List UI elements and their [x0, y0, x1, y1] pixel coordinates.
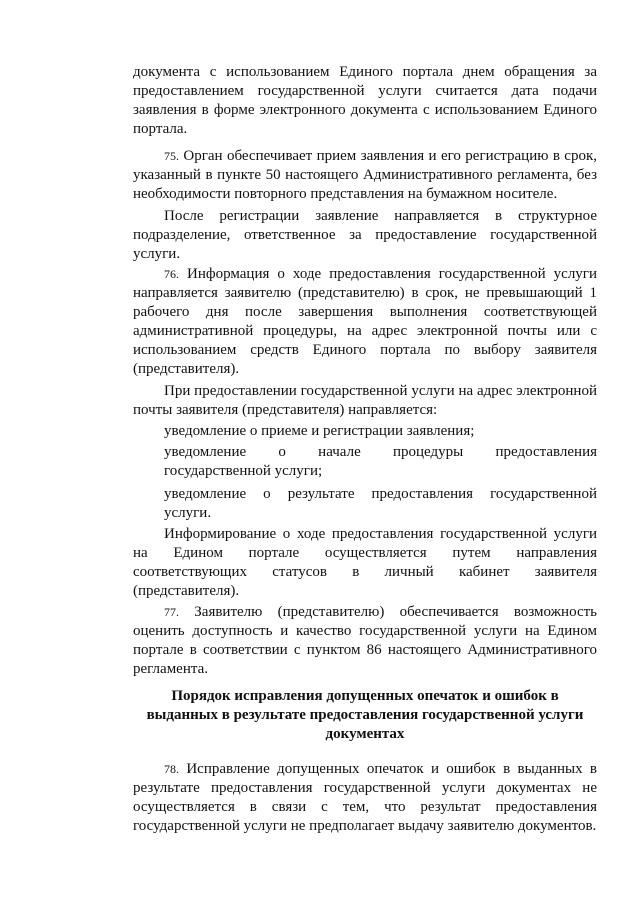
- paragraph-informing: [133, 525, 597, 601]
- text-line: на Едином портале осуществляется путем направления: [133, 545, 597, 561]
- list-item: [133, 443, 597, 481]
- text-line: документа с использованием Единого портала днем обращения за: [133, 64, 597, 80]
- text-span: Орган обеспечивает прием заявления и его регистрацию в срок,: [183, 148, 597, 164]
- item-number: 75.: [164, 149, 179, 163]
- paragraph-continuation: [133, 63, 597, 139]
- text-line: уведомление о приеме и регистрации заявления;: [164, 423, 475, 439]
- text-line: портала.: [133, 121, 188, 137]
- paragraph-78: [133, 760, 597, 836]
- text-line: [133, 603, 597, 622]
- list-item: [133, 422, 597, 441]
- heading-line: документах: [325, 726, 405, 742]
- text-line: [133, 147, 597, 166]
- text-line: При предоставлении государственной услуги на адрес электронной: [164, 383, 597, 399]
- text-line: (представителя).: [133, 583, 240, 599]
- text-span: Информация о ходе предоставления государственной услуги: [187, 266, 597, 282]
- text-line: уведомление о начале процедуры предоставления: [164, 444, 597, 460]
- text-line: заявления в форме электронного документа с использованием Единого: [133, 102, 597, 118]
- text-line: [133, 265, 597, 284]
- text-line: использованием средств Единого портала по выбору заявителя: [133, 342, 597, 358]
- paragraph-registration: [133, 207, 597, 264]
- text-line: Информирование о ходе предоставления государственной услуги: [164, 526, 597, 542]
- text-line: [133, 760, 597, 779]
- text-line: После регистрации заявление направляется в структурное: [164, 208, 597, 224]
- paragraph-75: [133, 147, 597, 204]
- text-line: направляется заявителю (представителю) в срок, не превышающий 1: [133, 285, 597, 301]
- text-line: уведомление о результате предоставления государственной: [164, 486, 597, 502]
- text-line: осуществляется в связи с тем, что результат предоставления: [133, 799, 597, 815]
- paragraph-email: [133, 382, 597, 420]
- text-line: подразделение, ответственное за предоставление государственной: [133, 227, 597, 243]
- list-item: [133, 485, 597, 523]
- text-line: услуги.: [133, 246, 181, 262]
- text-line: (представителя).: [133, 361, 240, 377]
- text-span: Заявителю (представителю) обеспечивается возможность: [194, 604, 597, 620]
- text-line: портале в соответствии с пунктом 86 настоящего Административного: [133, 642, 597, 658]
- text-line: услуги.: [164, 505, 212, 521]
- item-number: 78.: [164, 762, 179, 776]
- text-line: государственной услуги не предполагает выдачу заявителю документов.: [133, 818, 597, 834]
- heading-line: выданных в результате предоставления государственной услуги: [146, 707, 584, 723]
- text-line: почты заявителя (представителя) направляется:: [133, 402, 438, 418]
- item-number: 76.: [164, 267, 179, 281]
- paragraph-77: [133, 603, 597, 679]
- text-line: необходимости повторного представления на бумажном носителе.: [133, 186, 558, 202]
- section-heading: [133, 687, 597, 744]
- text-line: регламента.: [133, 661, 209, 677]
- text-line: предоставлением государственной услуги считается дата подачи: [133, 83, 597, 99]
- text-line: результате предоставления государственной услуги документах не: [133, 780, 597, 796]
- heading-line: Порядок исправления допущенных опечаток и ошибок в: [171, 688, 559, 704]
- text-line: рабочего дня после завершения выполнения соответствующей: [133, 304, 597, 320]
- text-line: соответствующих статусов в личный кабинет заявителя: [133, 564, 597, 580]
- text-line: оценить доступность и качество государственной услуги на Едином: [133, 623, 597, 639]
- item-number: 77.: [164, 605, 179, 619]
- text-span: Исправление допущенных опечаток и ошибок в выданных в: [186, 761, 598, 777]
- paragraph-76: [133, 265, 597, 379]
- text-line: указанный в пункте 50 настоящего Административного регламента, без: [133, 167, 597, 183]
- text-line: административной процедуры, на адрес электронной почты или с: [133, 323, 597, 339]
- text-line: государственной услуги;: [164, 463, 323, 479]
